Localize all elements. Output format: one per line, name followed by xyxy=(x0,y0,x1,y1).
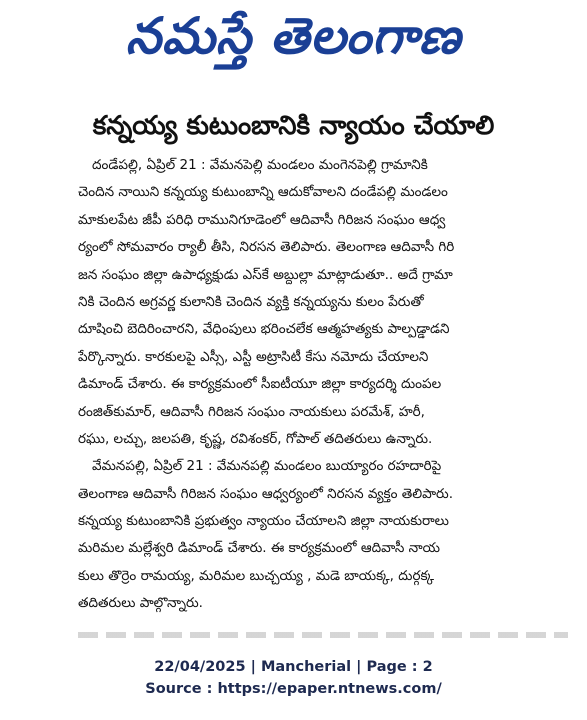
article-line: తదితరులు పాల్గొన్నారు. xyxy=(78,595,203,612)
article-headline: కన్నయ్య కుటుంబానికి న్యాయం చేయాలి xyxy=(92,111,495,141)
article-body xyxy=(78,152,580,618)
article-line: మాకులపేట జీపీ పరిధి రామునిగూడెంలో ఆదివాసీ గిరిజన సంఘం ఆధ్వ xyxy=(78,211,446,228)
newspaper-masthead: నమస్తే తెలంగాణ xyxy=(125,7,462,65)
article-line: చెందిన నాయిని కన్నయ్య కుటుంబాన్ని ఆదుకోవాలని దండేపల్లి మండలం xyxy=(78,184,448,201)
article-line: రఘు, లచ్చు, జలపతి, కృష్ణ, రవిశంకర్, గోపాల్ తదితరులు ఉన్నారు. xyxy=(78,430,433,447)
article-line: డిమాండ్ చేశారు. ఈ కార్యక్రమంలో సీఐటీయూ జిల్లా కార్యదర్శి దుంపల xyxy=(78,376,442,393)
article-line: జన సంఘం జిల్లా ఉపాధ్యక్షుడు ఎస్‌కే అబ్దుల్లా మాట్లాడుతూ.. అదే గ్రామా xyxy=(78,266,453,283)
clipping-meta: 22/04/2025 | Mancherial | Page : 2 xyxy=(154,659,433,675)
article-line: దూషించి బెదిరించారని, వేధింపులు భరించలేక ఆత్మహత్యకు పాల్పడ్డాడని xyxy=(78,321,450,338)
article-line: ర్యంలో సోమవారం ర్యాలీ తీసి, నిరసన తెలిపారు. తెలంగాణ ఆదివాసీ గిరి xyxy=(78,239,455,256)
clipping-footer xyxy=(0,656,587,700)
article-line: కన్నయ్య కుటుంబానికి ప్రభుత్వం న్యాయం చేయాలని జిల్లా నాయకురాలు xyxy=(78,513,449,530)
article-line: దండేపల్లి, ఏప్రిల్ 21 : వేమనపెల్లి మండలం మంగెనపెల్లి గ్రామానికి xyxy=(92,157,428,173)
article-line: నికి చెందిన అగ్రవర్ణ కులానికి చెందిన వ్యక్తి కన్నయ్యను కులం పేరుతో xyxy=(78,293,424,310)
article-line: రంజిత్‌కుమార్, ఆదివాసీ గిరిజన సంఘం నాయకులు పరమేశ్, హరీ, xyxy=(78,403,425,420)
article-line: కులు తొర్రెం రామయ్య, మరిమల బుచ్చయ్య , మడె బాయక్క, దుర్గక్క xyxy=(78,567,435,584)
article-line: తెలంగాణ ఆదివాసీ గిరిజన సంఘం ఆధ్వర్యంలో నిరసన వ్యక్తం తెలిపారు. xyxy=(78,485,453,502)
article-line: వేమనపల్లి, ఏప్రిల్ 21 : వేమనపల్లి మండలం బుయ్యారం రహదారిపై xyxy=(92,458,442,475)
clipping-cut-edge xyxy=(78,632,568,638)
source-link[interactable]: Source : https://epaper.ntnews.com/ xyxy=(145,681,442,697)
article-line: మరిమల మల్లేశ్వరి డిమాండ్ చేశారు. ఈ కార్యక్రమంలో ఆదివాసీ నాయ xyxy=(78,540,441,557)
article-line: పేర్కొన్నారు. కారకులపై ఎస్సీ, ఎస్టీ అట్రాసిటీ కేసు నమోదు చేయాలని xyxy=(78,348,429,365)
